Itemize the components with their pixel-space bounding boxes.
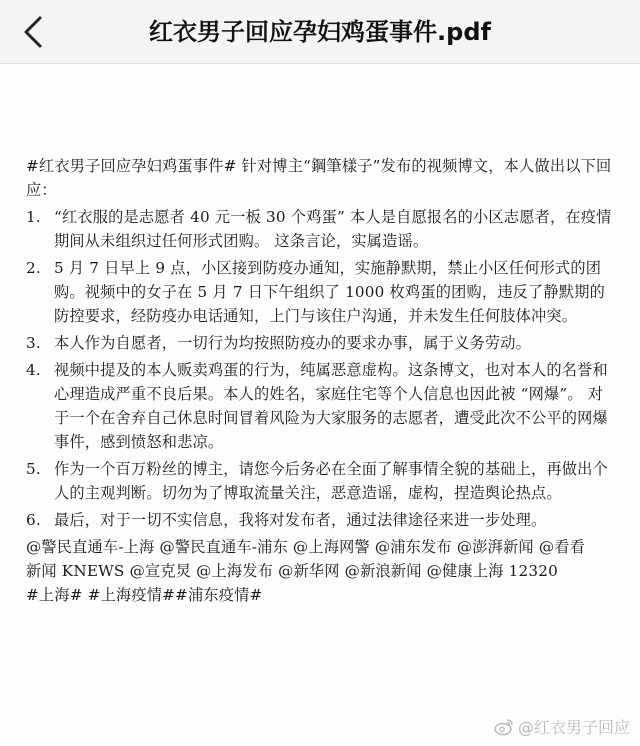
list-item — [26, 256, 614, 328]
chevron-left-icon — [18, 14, 52, 50]
mentions-line: 新闻 KNEWS @宣克炅 @上海发布 @新华网 @新浪新闻 @健康上海 12320 — [26, 562, 558, 580]
list-item — [26, 508, 614, 532]
pdf-page[interactable] — [0, 64, 640, 746]
mentions-line: @警民直通车-上海 @警民直通车-浦东 @上海网警 @浦东发布 @澎湃新闻 @看看 — [26, 538, 585, 556]
item-text: “红衣服的是志愿者 40 元一板 30 个鸡蛋” 本人是自愿报名的小区志愿者，在疫情期间从未组织过任何形式团购。 这条言论，实属造谣。 — [54, 208, 612, 250]
mentions-block — [26, 535, 614, 607]
back-button[interactable] — [18, 14, 52, 50]
item-text: 最后，对于一切不实信息，我将对发布者，通过法律途径来进一步处理。 — [54, 511, 547, 529]
response-list — [26, 205, 614, 532]
item-text: 视频中提及的本人贩卖鸡蛋的行为，纯属恶意虚构。这条博文，也对本人的名誉和心理造成严重不良后果。本人的姓名，家庭住宅等个人信息也因此被 “网爆”。 对于一个在舍弃自己休息时间冒着风险为大家服务的志愿者，遭受此次不公平的网爆事件，感到愤怒和悲凉。 — [54, 361, 608, 451]
weibo-logo-icon — [494, 718, 514, 736]
document-body — [26, 154, 614, 607]
intro-paragraph: #红衣男子回应孕妇鸡蛋事件# 针对博主“鋼筆樣子”发布的视频博文，本人做出以下回应： — [26, 157, 612, 199]
watermark-text: @红衣男子回应 — [517, 718, 630, 737]
list-item — [26, 358, 614, 454]
item-number: 1. — [26, 208, 41, 226]
list-item — [26, 457, 614, 505]
list-item — [26, 331, 614, 355]
item-number: 3. — [26, 334, 41, 352]
item-text: 5 月 7 日早上 9 点，小区接到防疫办通知，实施静默期，禁止小区任何形式的团购。视频中的女子在 5 月 7 日下午组织了 1000 枚鸡蛋的团购，违反了静默期的防控要求，经防疫办电话通知，上门与该住户沟通，并未发生任何肢体冲突。 — [54, 259, 605, 325]
item-text: 作为一个百万粉丝的博主，请您今后务必在全面了解事情全貌的基础上，再做出个人的主观判断。切勿为了博取流量关注，恶意造谣，虚构，捏造舆论热点。 — [54, 460, 608, 502]
hashtags-line: #上海# #上海疫情##浦东疫情# — [26, 586, 263, 604]
weibo-watermark — [494, 715, 630, 738]
item-number: 4. — [26, 361, 41, 379]
item-number: 2. — [26, 259, 41, 277]
item-number: 5. — [26, 460, 41, 478]
item-text: 本人作为自愿者，一切行为均按照防疫办的要求办事，属于义务劳动。 — [54, 334, 532, 352]
top-bar — [0, 0, 640, 64]
document-title: 红衣男子回应孕妇鸡蛋事件.pdf — [149, 18, 491, 46]
item-number: 6. — [26, 511, 41, 529]
list-item — [26, 205, 614, 253]
